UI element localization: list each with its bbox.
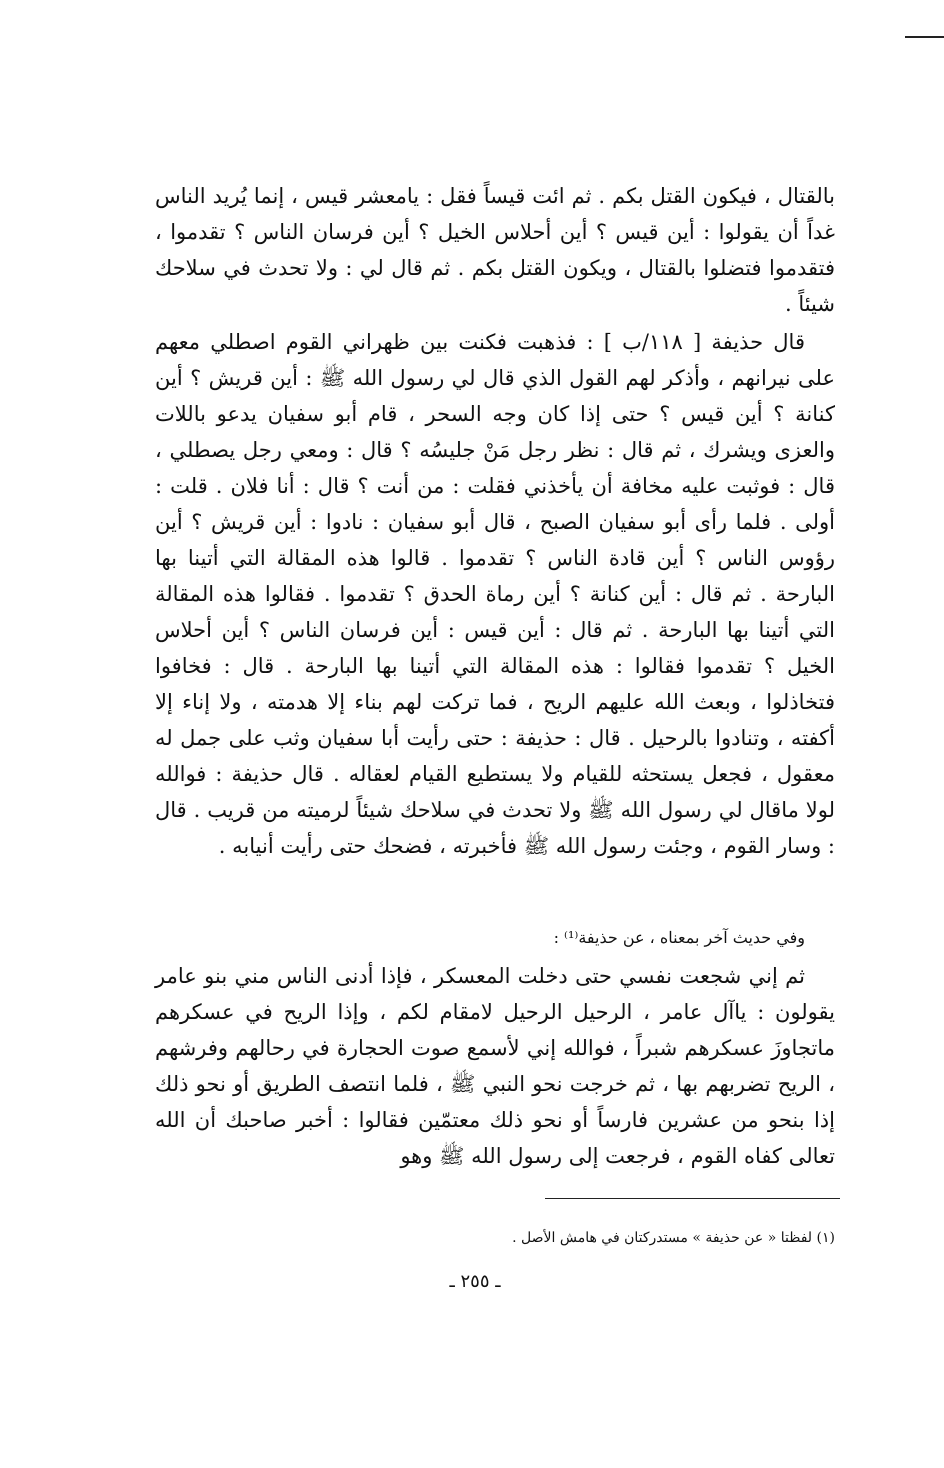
paragraph-hudhayfa-account: قال حذيفة [ ١١٨/ب ] : فذهبت فكنت بين ظهراني القوم اصطلي معهم على نيرانهم ، وأذكر لهم القول الذي قال لي رسول الله ﷺ : أين قريش ؟ أين كنانة ؟ أين قيس ؟ حتى إذا كان وجه السحر ، قام أبو سفيان يدعو باللات والعزى ويشرك ، ثم قال : نظر رجل مَنْ جليسُه ؟ قال : ومعي رجل يصطلي ، قال : فوثبت عليه مخافة أن يأخذني فقلت : من أنت ؟ قال : أنا فلان . قلت : أولى . فلما رأى أبو سفيان الصبح ، قال أبو سفيان : نادوا : أين قريش ؟ أين رؤوس الناس ؟ أين قادة الناس ؟ تقدموا . قالوا هذه المقالة التي أتينا بها البارحة . ثم قال : أين كنانة ؟ أين رماة الحدق ؟ تقدموا . فقالوا هذه المقالة التي أتينا بها البارحة . ثم قال : أين قيس : أين فرسان الناس ؟ أين أحلاس الخيل ؟ تقدموا فقالوا : هذه المقالة التي أتينا بها البارحة . قال : فخافوا فتخاذلوا ، وبعث الله عليهم الريح ، فما تركت لهم بناء إلا هدمته ، ولا إناء إلا أكفته ، وتنادوا بالرحيل . قال : حذيفة : حتى رأيت أبا سفيان وثب على جمل له معقول ، فجعل يستحثه للقيام ولا يستطيع القيام لعقاله . قال حذيفة : فوالله لولا ماقال لي رسول الله ﷺ ولا تحدث في سلاحك شيئاً لرميته من قريب . قال : وسار القوم ، وجئت رسول الله ﷺ فأخبرته ، فضحك حتى رأيت أنيابه . <box>155 330 835 858</box>
header-rule <box>905 36 944 38</box>
section-heading-other-hadith: وفي حديث آخر بمعناه ، عن حذيفة⁽¹⁾ : <box>553 928 805 947</box>
footnote-rule <box>545 1198 840 1199</box>
paragraph-continued: بالقتال ، فيكون القتل بكم . ثم ائت قيساً فقل : يامعشر قيس ، إنما يُريد الناس غداً أن يقولوا : أين قيس ؟ أين أحلاس الخيل ؟ أين فرسان الناس ؟ تقدموا ، فتقدموا فتضلوا بالقتال ، ويكون القتل بكم . ثم قال لي : ولا تحدث في سلاحك شيئاً . <box>155 184 835 316</box>
paragraph-other-hadith: ثم إني شجعت نفسي حتى دخلت المعسكر ، فإذا أدنى الناس مني بنو عامر يقولون : ياآل عامر ، الرحيل الرحيل لامقام لكم ، وإذا الريح في عسكرهم ماتجاوزَ عسكرهم شبراً ، فوالله إني لأسمع صوت الحجارة في رحالهم وفرشهم ، الريح تضربهم بها ، ثم خرجت نحو النبي ﷺ ، فلما انتصف الطريق أو نحو ذلك إذا بنحو من عشرين فارساً أو نحو ذلك معتمّين فقالوا : أخبر صاحبك أن الله تعالى كفاه القوم ، فرجعت إلى رسول الله ﷺ وهو <box>155 964 835 1168</box>
footnote: (١) لفظتا « عن حذيفة » مستدركتان في هامش الأصل . <box>512 1230 835 1246</box>
page-number: ـ ٢٥٥ ـ <box>449 1271 501 1292</box>
